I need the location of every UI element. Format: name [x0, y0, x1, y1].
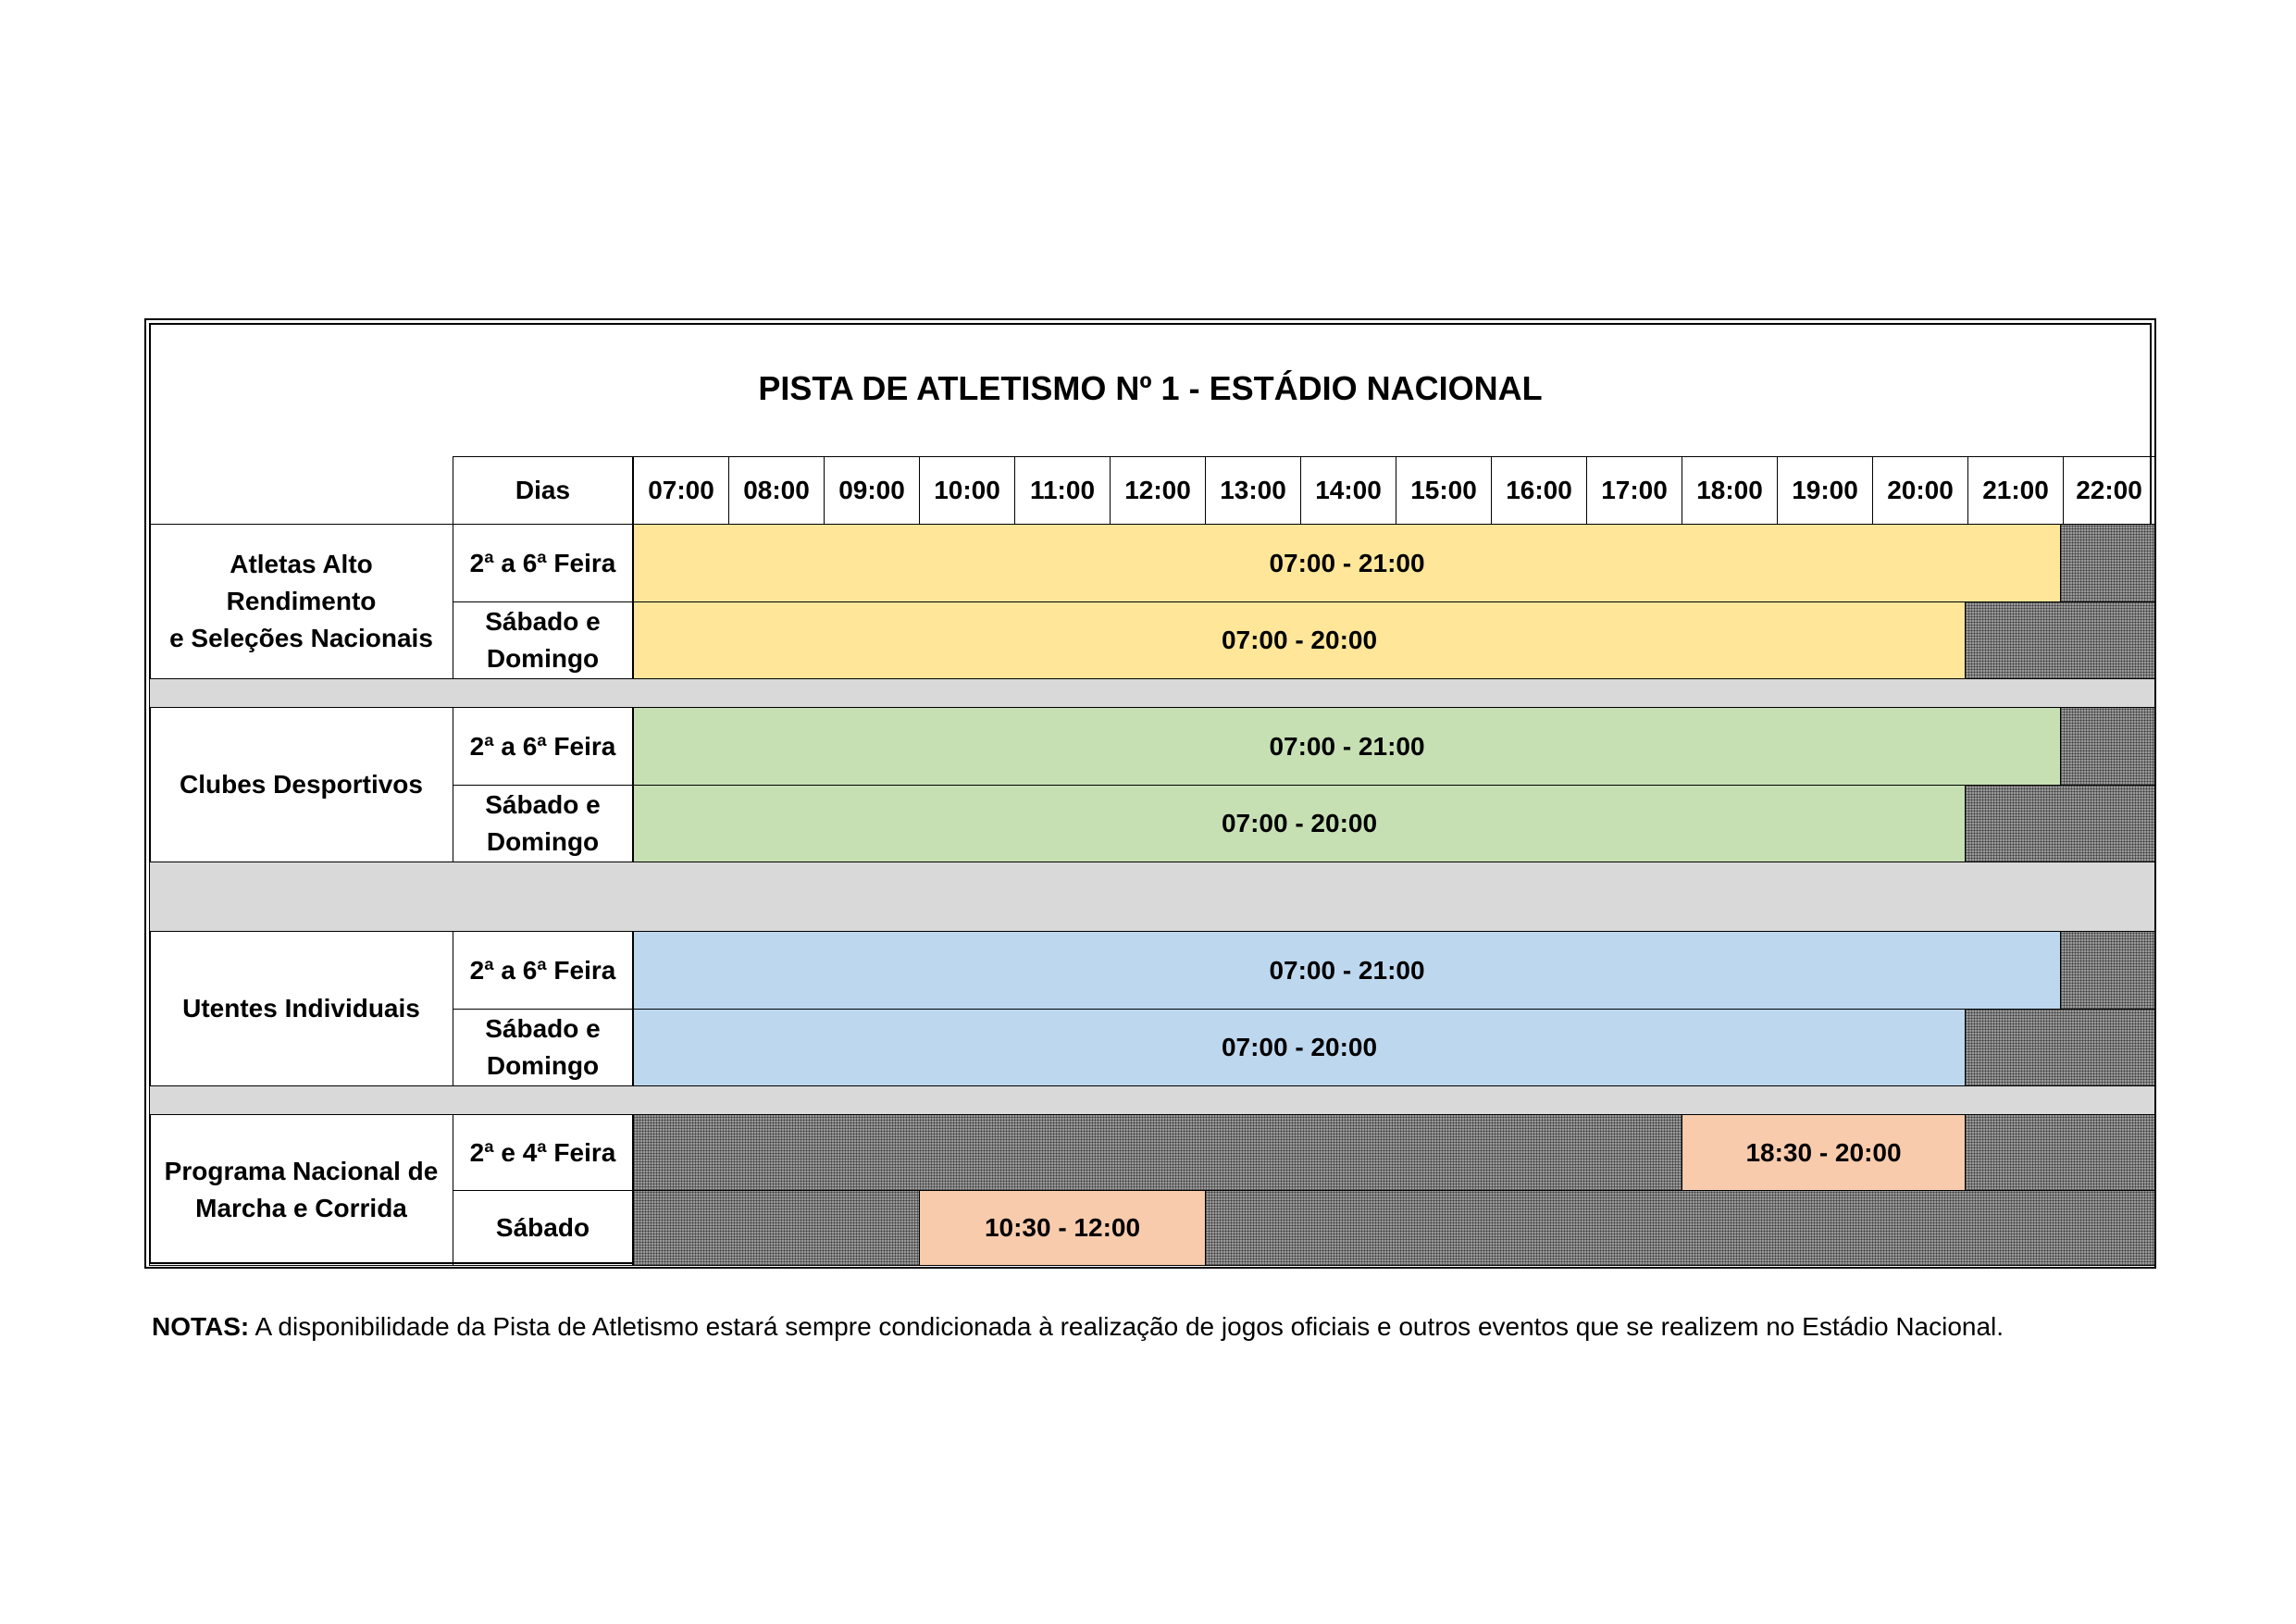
group-separator: [149, 862, 2155, 932]
days-weekend: [453, 1009, 633, 1086]
days-mon-wed: 2ª e 4ª Feira: [453, 1114, 633, 1191]
group-label-text: Programa Nacional de Marcha e Corrida: [164, 1157, 439, 1222]
group-label-utentes: Utentes Individuais: [149, 931, 453, 1086]
unavailable-block: [1965, 785, 2155, 862]
unavailable-block: [2060, 524, 2155, 602]
unavailable-block: [1965, 1114, 2155, 1191]
hour-header-1300: 13:00: [1205, 456, 1301, 525]
hour-header-1400: 14:00: [1300, 456, 1396, 525]
unavailable-block: [2060, 931, 2155, 1010]
days-saturday: Sábado: [453, 1190, 633, 1266]
hour-header-0700: 07:00: [633, 456, 729, 525]
group-label-clubes: Clubes Desportivos: [149, 707, 453, 862]
days-weekdays: 2ª a 6ª Feira: [453, 931, 633, 1010]
unavailable-block: [2060, 707, 2155, 786]
slot-alto-weekdays: 07:00 - 21:00: [633, 524, 2061, 602]
slot-clubes-weekend: 07:00 - 20:00: [633, 785, 1966, 862]
slot-alto-weekend: 07:00 - 20:00: [633, 601, 1966, 679]
days-weekend-label: Sábado e Domingo: [485, 607, 601, 673]
unavailable-block: [633, 1114, 1682, 1191]
hour-header-1000: 10:00: [919, 456, 1015, 525]
hour-header-0800: 08:00: [728, 456, 825, 525]
group-separator: [149, 1085, 2155, 1115]
hour-header-2200: 22:00: [2063, 456, 2155, 525]
unavailable-block: [1205, 1190, 2155, 1266]
unavailable-block: [1965, 601, 2155, 679]
hour-header-1600: 16:00: [1491, 456, 1587, 525]
slot-utentes-weekend: 07:00 - 20:00: [633, 1009, 1966, 1086]
unavailable-block: [1965, 1009, 2155, 1086]
days-weekend: [453, 601, 633, 679]
notes-text: A disponibilidade da Pista de Atletismo estará sempre condicionada à realização de jogos oficiais e outros eventos que se realizem no Estádio Nacional.: [249, 1312, 2004, 1341]
hour-header-1700: 17:00: [1586, 456, 1682, 525]
group-label-marcha: [149, 1114, 453, 1266]
group-separator: [149, 678, 2155, 708]
group-label-line: Rendimento: [226, 587, 377, 615]
days-weekend-label: Sábado e Domingo: [485, 790, 601, 856]
days-header: Dias: [453, 456, 633, 525]
hour-header-1800: 18:00: [1682, 456, 1778, 525]
slot-utentes-weekdays: 07:00 - 21:00: [633, 931, 2061, 1010]
hour-header-1200: 12:00: [1110, 456, 1206, 525]
hour-header-1900: 19:00: [1777, 456, 1873, 525]
unavailable-block: [633, 1190, 920, 1266]
hour-header-2000: 20:00: [1872, 456, 1968, 525]
group-label-line: e Seleções Nacionais: [169, 624, 433, 652]
days-weekend-label: Sábado e Domingo: [485, 1014, 601, 1080]
days-weekend: [453, 785, 633, 862]
hour-header-1500: 15:00: [1396, 456, 1492, 525]
notes-label: NOTAS:: [152, 1312, 250, 1341]
days-weekdays: 2ª a 6ª Feira: [453, 524, 633, 602]
group-label-alto-rendimento: [149, 524, 453, 679]
hour-header-0900: 09:00: [824, 456, 920, 525]
page-title: PISTA DE ATLETISMO Nº 1 - ESTÁDIO NACIONAL: [758, 369, 1543, 407]
days-weekdays: 2ª a 6ª Feira: [453, 707, 633, 786]
group-label-line: Atletas Alto: [230, 550, 373, 578]
hour-header-1100: 11:00: [1014, 456, 1111, 525]
hour-header-2100: 21:00: [1967, 456, 2064, 525]
notes: [152, 1312, 2004, 1342]
slot-marcha-saturday: 10:30 - 12:00: [919, 1190, 1206, 1266]
slot-clubes-weekdays: 07:00 - 21:00: [633, 707, 2061, 786]
slot-marcha-weekdays: 18:30 - 20:00: [1682, 1114, 1966, 1191]
